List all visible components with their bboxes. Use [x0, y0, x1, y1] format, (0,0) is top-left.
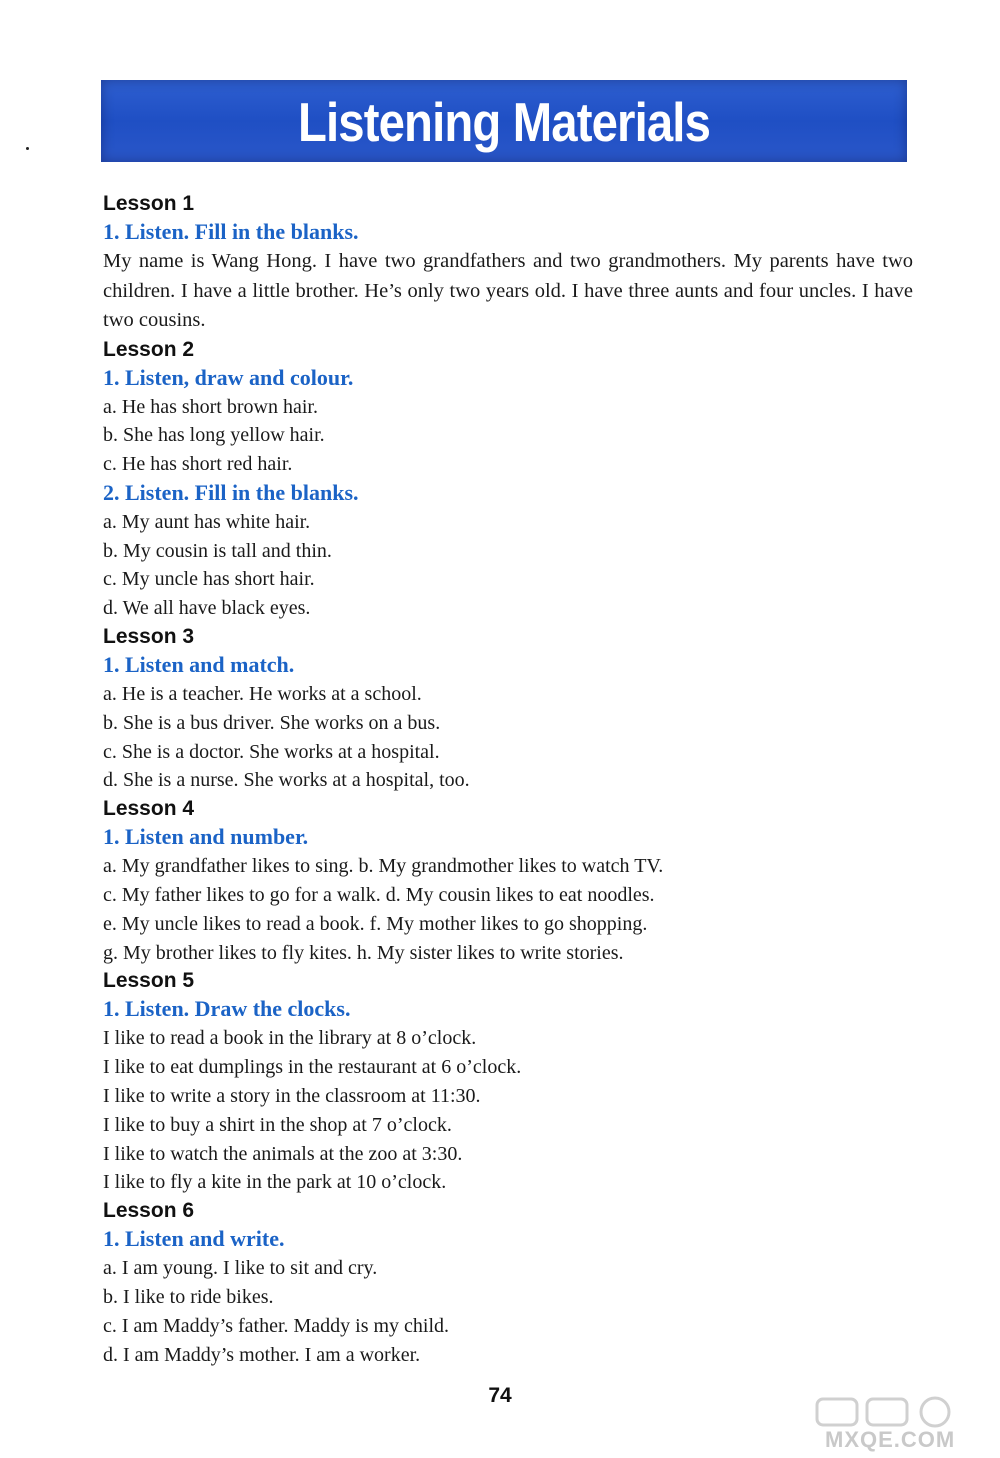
task-line: c. I am Maddy’s father. Maddy is my child. — [103, 1314, 450, 1337]
task-line: a. I am young. I like to sit and cry. — [103, 1257, 378, 1280]
task-line: d. She is a nurse. She works at a hospital, too. — [103, 769, 470, 792]
task-line: a. He has short brown hair. — [103, 395, 318, 418]
watermark-text: MXQE.COM — [825, 1427, 956, 1452]
task-title: 1. Listen. Fill in the blanks. — [103, 219, 359, 244]
lesson-3 — [103, 623, 913, 795]
page-number: 74 — [488, 1384, 512, 1407]
task-line: I like to eat dumplings in the restaurant at 6 o’clock. — [103, 1056, 522, 1079]
page-title: Listening Materials — [297, 91, 711, 153]
task-line: b. She is a bus driver. She works on a bus. — [103, 711, 441, 734]
task-title: 1. Listen and number. — [103, 824, 309, 850]
watermark-emblem-icon — [795, 1395, 985, 1429]
task-line: c. She is a doctor. She works at a hospital. — [103, 740, 440, 763]
lesson-heading: Lesson 1 — [103, 192, 195, 215]
task-line: b. I like to ride bikes. — [103, 1286, 274, 1309]
task-line: I like to write a story in the classroom at 11:30. — [103, 1085, 481, 1108]
task-title: 1. Listen and write. — [103, 1226, 285, 1252]
task-line: a. My aunt has white hair. — [103, 510, 311, 533]
lesson-6 — [103, 1197, 913, 1369]
lesson-1 — [103, 190, 913, 336]
listening-content — [103, 190, 913, 1369]
lesson-heading: Lesson 3 — [103, 625, 195, 649]
task-line: I like to watch the animals at the zoo at 3:30. — [103, 1142, 463, 1165]
task-line: d. We all have black eyes. — [103, 597, 311, 620]
task-line: b. My cousin is tall and thin. — [103, 539, 332, 562]
task-line: c. My father likes to go for a walk. d. My cousin likes to eat noodles. — [103, 884, 655, 907]
task-line: b. She has long yellow hair. — [103, 424, 325, 447]
task-title: 1. Listen. Draw the clocks. — [103, 996, 351, 1022]
lesson-4 — [103, 795, 913, 967]
stray-dot — [26, 147, 29, 150]
task-line: e. My uncle likes to read a book. f. My mother likes to go shopping. — [103, 912, 648, 935]
task-line: c. My uncle has short hair. — [103, 568, 315, 591]
lesson-heading: Lesson 4 — [103, 797, 195, 821]
task-line: g. My brother likes to fly kites. h. My sister likes to write stories. — [103, 941, 624, 964]
task-line: c. He has short red hair. — [103, 453, 293, 476]
lesson-2 — [103, 336, 913, 624]
task-line: I like to fly a kite in the park at 10 o’clock. — [103, 1171, 447, 1194]
lesson-5 — [103, 967, 913, 1197]
task-paragraph: My name is Wang Hong. I have two grandfathers and two grandmothers. My parents have two children. I have a little brother. He’s only two years old. I have three aunts and four uncles. I have two cousins. — [103, 250, 913, 331]
task-line: I like to buy a shirt in the shop at 7 o’clock. — [103, 1113, 452, 1136]
task-line: a. He is a teacher. He works at a school. — [103, 683, 422, 706]
task-line: d. I am Maddy’s mother. I am a worker. — [103, 1343, 421, 1366]
lesson-heading: Lesson 5 — [103, 969, 195, 993]
task-title: 1. Listen and match. — [103, 652, 295, 678]
title-banner — [101, 80, 907, 162]
task-line: a. My grandfather likes to sing. b. My grandmother likes to watch TV. — [103, 855, 664, 878]
watermark-logo — [795, 1395, 985, 1455]
lesson-heading: Lesson 6 — [103, 1199, 195, 1223]
task-title: 2. Listen. Fill in the blanks. — [103, 479, 359, 505]
task-title: 1. Listen, draw and colour. — [103, 364, 354, 390]
lesson-heading: Lesson 2 — [103, 337, 195, 361]
task-line: I like to read a book in the library at 8 o’clock. — [103, 1027, 477, 1050]
